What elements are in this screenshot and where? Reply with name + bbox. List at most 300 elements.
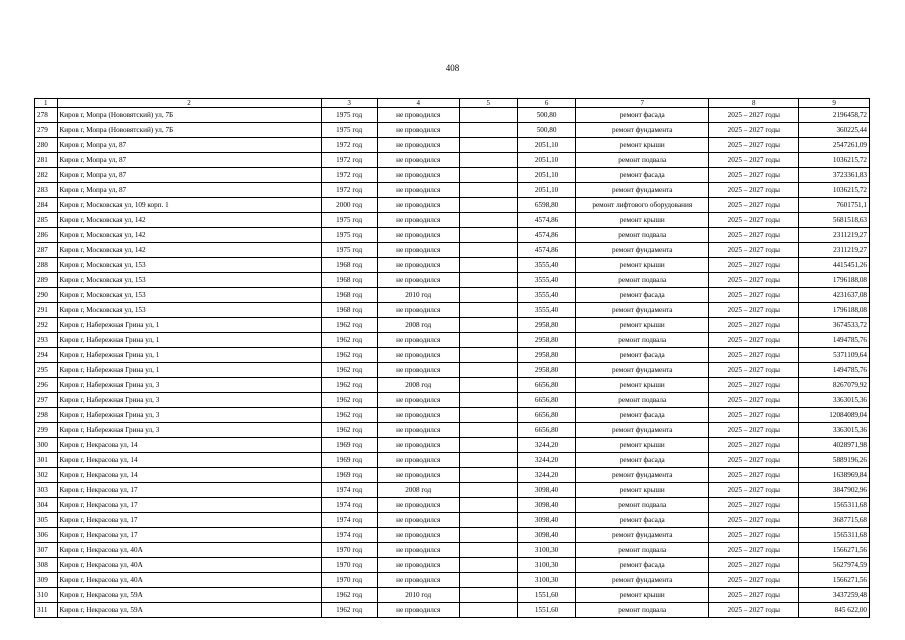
empty-cell (459, 348, 517, 363)
address-cell: Киров г, Московская ул, 142 (57, 213, 321, 228)
last-repair-cell: не проводился (377, 198, 459, 213)
cost-cell: 3363015,36 (799, 423, 870, 438)
empty-cell (459, 543, 517, 558)
last-repair-cell: не проводился (377, 558, 459, 573)
period-cell: 2025 – 2027 годы (709, 258, 799, 273)
address-cell: Киров г, Некрасова ул, 14 (57, 468, 321, 483)
table-row (35, 438, 870, 453)
row-number: 293 (35, 333, 58, 348)
address-cell: Киров г, Набережная Грина ул, 1 (57, 348, 321, 363)
empty-cell (459, 423, 517, 438)
cost-cell: 1566271,56 (799, 543, 870, 558)
cost-cell: 1494785,76 (799, 333, 870, 348)
empty-cell (459, 303, 517, 318)
work-type-cell: ремонт подвала (576, 333, 709, 348)
empty-cell (459, 588, 517, 603)
table-row (35, 258, 870, 273)
period-cell: 2025 – 2027 годы (709, 453, 799, 468)
work-type-cell: ремонт фундамента (576, 573, 709, 588)
row-number: 287 (35, 243, 58, 258)
cost-cell: 4231637,08 (799, 288, 870, 303)
cost-cell: 3687715,68 (799, 513, 870, 528)
work-type-cell: ремонт подвала (576, 153, 709, 168)
address-cell: Киров г, Набережная Грина ул, 3 (57, 393, 321, 408)
last-repair-cell: не проводился (377, 438, 459, 453)
cost-cell: 12084089,04 (799, 408, 870, 423)
row-number: 308 (35, 558, 58, 573)
area-cell: 3244,20 (517, 438, 575, 453)
area-cell: 6598,80 (517, 198, 575, 213)
area-cell: 2958,80 (517, 333, 575, 348)
table-row (35, 393, 870, 408)
empty-cell (459, 558, 517, 573)
table-row (35, 198, 870, 213)
work-type-cell: ремонт фасада (576, 108, 709, 123)
cost-cell: 1494785,76 (799, 363, 870, 378)
period-cell: 2025 – 2027 годы (709, 528, 799, 543)
table-row (35, 453, 870, 468)
area-cell: 3244,20 (517, 453, 575, 468)
cost-cell: 2311219,27 (799, 228, 870, 243)
cost-cell: 5681518,63 (799, 213, 870, 228)
work-type-cell: ремонт крыши (576, 588, 709, 603)
cost-cell: 1036215,72 (799, 183, 870, 198)
row-number: 285 (35, 213, 58, 228)
address-cell: Киров г, Московская ул, 153 (57, 303, 321, 318)
table-row (35, 108, 870, 123)
cost-cell: 4028971,98 (799, 438, 870, 453)
work-type-cell: ремонт фундамента (576, 183, 709, 198)
area-cell: 500,80 (517, 123, 575, 138)
row-number: 281 (35, 153, 58, 168)
build-year-cell: 1968 год (321, 273, 377, 288)
table-row (35, 423, 870, 438)
address-cell: Киров г, Мопра (Нововятский) ул, 7Б (57, 108, 321, 123)
address-cell: Киров г, Московская ул, 142 (57, 243, 321, 258)
build-year-cell: 1962 год (321, 423, 377, 438)
address-cell: Киров г, Набережная Грина ул, 3 (57, 378, 321, 393)
row-number: 302 (35, 468, 58, 483)
period-cell: 2025 – 2027 годы (709, 153, 799, 168)
period-cell: 2025 – 2027 годы (709, 183, 799, 198)
period-cell: 2025 – 2027 годы (709, 483, 799, 498)
row-number: 305 (35, 513, 58, 528)
area-cell: 3555,40 (517, 273, 575, 288)
cost-cell: 1566271,56 (799, 573, 870, 588)
row-number: 284 (35, 198, 58, 213)
column-number-row (35, 99, 870, 108)
last-repair-cell: не проводился (377, 243, 459, 258)
work-type-cell: ремонт фундамента (576, 123, 709, 138)
area-cell: 2051,10 (517, 168, 575, 183)
cost-cell: 3363015,36 (799, 393, 870, 408)
address-cell: Киров г, Некрасова ул, 40А (57, 573, 321, 588)
cost-cell: 5371109,64 (799, 348, 870, 363)
work-type-cell: ремонт фасада (576, 453, 709, 468)
work-type-cell: ремонт крыши (576, 483, 709, 498)
period-cell: 2025 – 2027 годы (709, 543, 799, 558)
cost-cell: 5627974,59 (799, 558, 870, 573)
period-cell: 2025 – 2027 годы (709, 498, 799, 513)
cost-cell: 1565311,68 (799, 498, 870, 513)
address-cell: Киров г, Московская ул, 153 (57, 288, 321, 303)
last-repair-cell: 2008 год (377, 483, 459, 498)
work-type-cell: ремонт подвала (576, 498, 709, 513)
last-repair-cell: не проводился (377, 423, 459, 438)
area-cell: 3555,40 (517, 288, 575, 303)
period-cell: 2025 – 2027 годы (709, 573, 799, 588)
table-row (35, 513, 870, 528)
empty-cell (459, 198, 517, 213)
table-row (35, 213, 870, 228)
period-cell: 2025 – 2027 годы (709, 213, 799, 228)
build-year-cell: 1972 год (321, 153, 377, 168)
row-number: 286 (35, 228, 58, 243)
build-year-cell: 1962 год (321, 378, 377, 393)
table-row (35, 138, 870, 153)
area-cell: 1551,60 (517, 603, 575, 618)
empty-cell (459, 318, 517, 333)
row-number: 297 (35, 393, 58, 408)
last-repair-cell: 2008 год (377, 378, 459, 393)
row-number: 298 (35, 408, 58, 423)
row-number: 303 (35, 483, 58, 498)
area-cell: 6656,80 (517, 378, 575, 393)
row-number: 288 (35, 258, 58, 273)
address-cell: Киров г, Московская ул, 153 (57, 273, 321, 288)
work-type-cell: ремонт фундамента (576, 468, 709, 483)
area-cell: 3098,40 (517, 483, 575, 498)
last-repair-cell: не проводился (377, 153, 459, 168)
work-type-cell: ремонт подвала (576, 273, 709, 288)
build-year-cell: 1974 год (321, 513, 377, 528)
address-cell: Киров г, Некрасова ул, 59А (57, 603, 321, 618)
period-cell: 2025 – 2027 годы (709, 168, 799, 183)
period-cell: 2025 – 2027 годы (709, 588, 799, 603)
cost-cell: 3437259,48 (799, 588, 870, 603)
cost-cell: 1638969,84 (799, 468, 870, 483)
column-number: 1 (35, 99, 58, 108)
address-cell: Киров г, Некрасова ул, 17 (57, 528, 321, 543)
area-cell: 3098,40 (517, 513, 575, 528)
period-cell: 2025 – 2027 годы (709, 558, 799, 573)
last-repair-cell: не проводился (377, 573, 459, 588)
area-cell: 3098,40 (517, 498, 575, 513)
row-number: 290 (35, 288, 58, 303)
table-row (35, 288, 870, 303)
table-row (35, 183, 870, 198)
build-year-cell: 1970 год (321, 543, 377, 558)
area-cell: 6656,80 (517, 423, 575, 438)
work-type-cell: ремонт фасада (576, 408, 709, 423)
table-row (35, 498, 870, 513)
table-row (35, 468, 870, 483)
empty-cell (459, 153, 517, 168)
period-cell: 2025 – 2027 годы (709, 513, 799, 528)
cost-cell: 7601751,1 (799, 198, 870, 213)
cost-cell: 360225,44 (799, 123, 870, 138)
work-type-cell: ремонт фасада (576, 513, 709, 528)
last-repair-cell: не проводился (377, 123, 459, 138)
empty-cell (459, 273, 517, 288)
work-type-cell: ремонт фундамента (576, 303, 709, 318)
period-cell: 2025 – 2027 годы (709, 348, 799, 363)
last-repair-cell: не проводился (377, 393, 459, 408)
address-cell: Киров г, Набережная Грина ул, 1 (57, 333, 321, 348)
table-row (35, 273, 870, 288)
address-cell: Киров г, Некрасова ул, 17 (57, 513, 321, 528)
period-cell: 2025 – 2027 годы (709, 288, 799, 303)
column-number: 2 (57, 99, 321, 108)
address-cell: Киров г, Московская ул, 142 (57, 228, 321, 243)
column-number: 4 (377, 99, 459, 108)
build-year-cell: 1962 год (321, 333, 377, 348)
area-cell: 2051,10 (517, 183, 575, 198)
empty-cell (459, 483, 517, 498)
build-year-cell: 1962 год (321, 363, 377, 378)
work-type-cell: ремонт фундамента (576, 423, 709, 438)
row-number: 309 (35, 573, 58, 588)
empty-cell (459, 513, 517, 528)
repair-schedule-table (34, 98, 870, 618)
empty-cell (459, 453, 517, 468)
period-cell: 2025 – 2027 годы (709, 333, 799, 348)
build-year-cell: 1969 год (321, 468, 377, 483)
work-type-cell: ремонт крыши (576, 258, 709, 273)
last-repair-cell: не проводился (377, 108, 459, 123)
cost-cell: 2547261,09 (799, 138, 870, 153)
work-type-cell: ремонт фундамента (576, 363, 709, 378)
last-repair-cell: не проводился (377, 213, 459, 228)
work-type-cell: ремонт крыши (576, 318, 709, 333)
area-cell: 3100,30 (517, 543, 575, 558)
table-row (35, 228, 870, 243)
address-cell: Киров г, Некрасова ул, 17 (57, 483, 321, 498)
row-number: 296 (35, 378, 58, 393)
area-cell: 4574,86 (517, 213, 575, 228)
table-row (35, 318, 870, 333)
address-cell: Киров г, Набережная Грина ул, 3 (57, 408, 321, 423)
table-row (35, 243, 870, 258)
build-year-cell: 1972 год (321, 168, 377, 183)
cost-cell: 845 622,00 (799, 603, 870, 618)
build-year-cell: 1974 год (321, 483, 377, 498)
column-number: 3 (321, 99, 377, 108)
build-year-cell: 1962 год (321, 408, 377, 423)
build-year-cell: 1970 год (321, 573, 377, 588)
period-cell: 2025 – 2027 годы (709, 408, 799, 423)
row-number: 295 (35, 363, 58, 378)
last-repair-cell: не проводился (377, 513, 459, 528)
row-number: 283 (35, 183, 58, 198)
area-cell: 3555,40 (517, 258, 575, 273)
table-row (35, 528, 870, 543)
last-repair-cell: не проводился (377, 543, 459, 558)
table-row (35, 303, 870, 318)
table-row (35, 363, 870, 378)
work-type-cell: ремонт крыши (576, 438, 709, 453)
row-number: 301 (35, 453, 58, 468)
empty-cell (459, 123, 517, 138)
last-repair-cell: не проводился (377, 348, 459, 363)
build-year-cell: 1974 год (321, 528, 377, 543)
column-number: 6 (517, 99, 575, 108)
build-year-cell: 1968 год (321, 288, 377, 303)
period-cell: 2025 – 2027 годы (709, 393, 799, 408)
row-number: 300 (35, 438, 58, 453)
address-cell: Киров г, Мопра ул, 87 (57, 153, 321, 168)
work-type-cell: ремонт фундамента (576, 528, 709, 543)
last-repair-cell: не проводился (377, 333, 459, 348)
cost-cell: 3674533,72 (799, 318, 870, 333)
address-cell: Киров г, Мопра ул, 87 (57, 183, 321, 198)
period-cell: 2025 – 2027 годы (709, 108, 799, 123)
period-cell: 2025 – 2027 годы (709, 303, 799, 318)
work-type-cell: ремонт лифтового оборудования (576, 198, 709, 213)
last-repair-cell: не проводился (377, 183, 459, 198)
build-year-cell: 1962 год (321, 348, 377, 363)
cost-cell: 1565311,68 (799, 528, 870, 543)
empty-cell (459, 258, 517, 273)
column-number: 5 (459, 99, 517, 108)
empty-cell (459, 168, 517, 183)
work-type-cell: ремонт крыши (576, 213, 709, 228)
address-cell: Киров г, Некрасова ул, 14 (57, 438, 321, 453)
build-year-cell: 1974 год (321, 498, 377, 513)
area-cell: 3100,30 (517, 573, 575, 588)
work-type-cell: ремонт фундамента (576, 243, 709, 258)
row-number: 282 (35, 168, 58, 183)
row-number: 310 (35, 588, 58, 603)
last-repair-cell: 2010 год (377, 588, 459, 603)
build-year-cell: 1962 год (321, 318, 377, 333)
address-cell: Киров г, Московская ул, 109 корп. 1 (57, 198, 321, 213)
area-cell: 2051,10 (517, 153, 575, 168)
period-cell: 2025 – 2027 годы (709, 378, 799, 393)
build-year-cell: 1968 год (321, 303, 377, 318)
address-cell: Киров г, Некрасова ул, 14 (57, 453, 321, 468)
last-repair-cell: не проводился (377, 468, 459, 483)
table-row (35, 603, 870, 618)
row-number: 299 (35, 423, 58, 438)
last-repair-cell: не проводился (377, 498, 459, 513)
empty-cell (459, 408, 517, 423)
build-year-cell: 1975 год (321, 213, 377, 228)
address-cell: Киров г, Мопра (Нововятский) ул, 7Б (57, 123, 321, 138)
empty-cell (459, 498, 517, 513)
build-year-cell: 1962 год (321, 393, 377, 408)
period-cell: 2025 – 2027 годы (709, 438, 799, 453)
table-row (35, 333, 870, 348)
cost-cell: 4415451,26 (799, 258, 870, 273)
build-year-cell: 1962 год (321, 588, 377, 603)
build-year-cell: 2000 год (321, 198, 377, 213)
build-year-cell: 1962 год (321, 603, 377, 618)
cost-cell: 1796188,08 (799, 303, 870, 318)
build-year-cell: 1972 год (321, 183, 377, 198)
last-repair-cell: не проводился (377, 303, 459, 318)
work-type-cell: ремонт подвала (576, 603, 709, 618)
area-cell: 3555,40 (517, 303, 575, 318)
period-cell: 2025 – 2027 годы (709, 138, 799, 153)
last-repair-cell: 2008 год (377, 318, 459, 333)
cost-cell: 1796188,08 (799, 273, 870, 288)
empty-cell (459, 603, 517, 618)
row-number: 304 (35, 498, 58, 513)
row-number: 279 (35, 123, 58, 138)
address-cell: Киров г, Набережная Грина ул, 1 (57, 318, 321, 333)
work-type-cell: ремонт крыши (576, 138, 709, 153)
area-cell: 2958,80 (517, 348, 575, 363)
address-cell: Киров г, Набережная Грина ул, 1 (57, 363, 321, 378)
area-cell: 3098,40 (517, 528, 575, 543)
address-cell: Киров г, Некрасова ул, 59А (57, 588, 321, 603)
empty-cell (459, 528, 517, 543)
period-cell: 2025 – 2027 годы (709, 243, 799, 258)
table-row (35, 483, 870, 498)
work-type-cell: ремонт фасада (576, 168, 709, 183)
table-row (35, 543, 870, 558)
empty-cell (459, 378, 517, 393)
empty-cell (459, 363, 517, 378)
empty-cell (459, 183, 517, 198)
cost-cell: 3847902,96 (799, 483, 870, 498)
table-row (35, 573, 870, 588)
area-cell: 4574,86 (517, 228, 575, 243)
address-cell: Киров г, Некрасова ул, 40А (57, 558, 321, 573)
cost-cell: 5889196,26 (799, 453, 870, 468)
table-row (35, 168, 870, 183)
page-number: 408 (445, 63, 460, 73)
work-type-cell: ремонт подвала (576, 228, 709, 243)
empty-cell (459, 288, 517, 303)
area-cell: 500,80 (517, 108, 575, 123)
cost-cell: 1036215,72 (799, 153, 870, 168)
period-cell: 2025 – 2027 годы (709, 363, 799, 378)
area-cell: 3100,30 (517, 558, 575, 573)
period-cell: 2025 – 2027 годы (709, 228, 799, 243)
row-number: 289 (35, 273, 58, 288)
table-row (35, 408, 870, 423)
area-cell: 6656,80 (517, 393, 575, 408)
area-cell: 2958,80 (517, 363, 575, 378)
table-row (35, 558, 870, 573)
last-repair-cell: не проводился (377, 273, 459, 288)
row-number: 280 (35, 138, 58, 153)
empty-cell (459, 138, 517, 153)
build-year-cell: 1975 год (321, 123, 377, 138)
area-cell: 2051,10 (517, 138, 575, 153)
period-cell: 2025 – 2027 годы (709, 318, 799, 333)
last-repair-cell: не проводился (377, 603, 459, 618)
work-type-cell: ремонт крыши (576, 378, 709, 393)
period-cell: 2025 – 2027 годы (709, 468, 799, 483)
empty-cell (459, 213, 517, 228)
last-repair-cell: не проводился (377, 408, 459, 423)
area-cell: 3244,20 (517, 468, 575, 483)
build-year-cell: 1969 год (321, 453, 377, 468)
work-type-cell: ремонт фасада (576, 558, 709, 573)
empty-cell (459, 243, 517, 258)
period-cell: 2025 – 2027 годы (709, 123, 799, 138)
build-year-cell: 1968 год (321, 258, 377, 273)
work-type-cell: ремонт фасада (576, 288, 709, 303)
table-row (35, 588, 870, 603)
area-cell: 1551,60 (517, 588, 575, 603)
address-cell: Киров г, Московская ул, 153 (57, 258, 321, 273)
address-cell: Киров г, Некрасова ул, 40А (57, 543, 321, 558)
period-cell: 2025 – 2027 годы (709, 423, 799, 438)
